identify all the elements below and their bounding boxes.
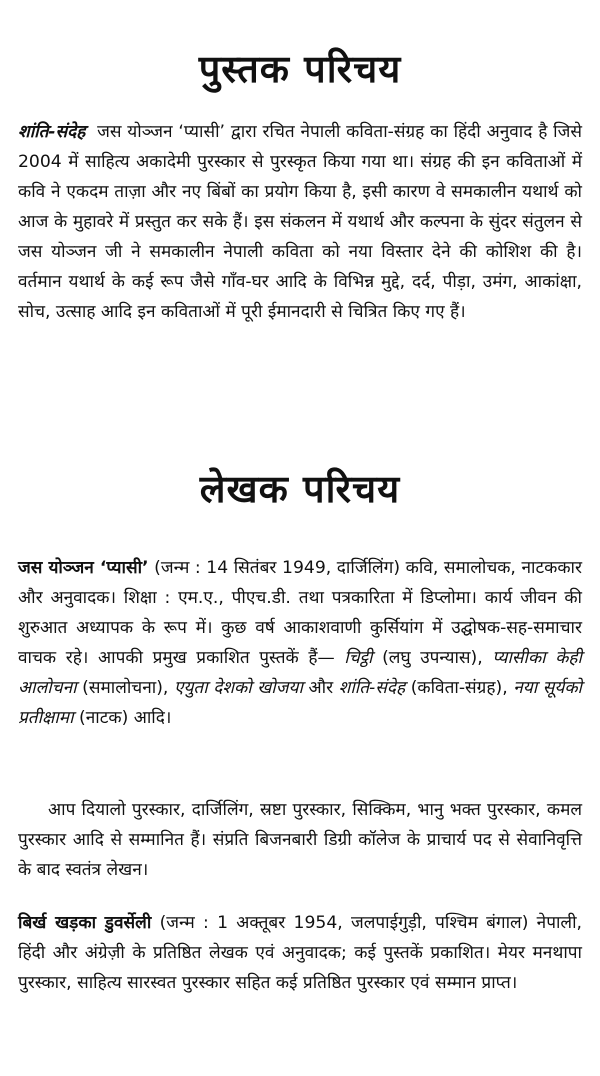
author1-book2: प्यासीका केही आलोचना xyxy=(18,648,582,698)
book-intro-paragraph xyxy=(18,117,582,327)
book-intro-text: जस योञ्जन ‘प्यासी’ द्वारा रचित नेपाली कविता-संग्रह का हिंदी अनुवाद है जिसे 2004 में साहित्य अकादेमी पुरस्कार से पुरस्कृत किया गया था। संग्रह की इन कविताओं में कवि ने एकदम ताज़ा और नए बिंबों का प्रयोग किया है, इसी कारण वे समकालीन यथार्थ को आज के मुहावरे में प्रस्तुत कर सके हैं। इस संकलन में यथार्थ और कल्पना के सुंदर संतुलन से जस योञ्जन जी ने समकालीन नेपाली कविता को नया विस्तार देने की कोशिश की है। वर्तमान यथार्थ के कई रूप जैसे गाँव-घर आदि के विभिन्न मुद्दे, दर्द, पीड़ा, उमंग, आकांक्षा, सोच, उत्साह आदि इन कविताओं में पूरी ईमानदारी से चित्रित किए गए हैं। xyxy=(18,122,582,322)
book-title: शांति-संदेह xyxy=(18,122,86,142)
author2-paragraph xyxy=(18,908,582,998)
author1-book3: एयुता देशको खोजया xyxy=(173,678,303,698)
author1-book1: चिट्ठी xyxy=(344,648,373,668)
author1-paragraph xyxy=(18,553,582,733)
author1-book5-note: (नाटक) आदि। xyxy=(73,708,172,728)
author1-book1-note: (लघु उपन्यास), xyxy=(372,648,493,668)
book-intro-heading: पुस्तक परिचय xyxy=(198,47,402,91)
author1-book5: नया सूर्यको प्रतीक्षामा xyxy=(18,678,582,728)
author1-conj: और xyxy=(302,678,339,698)
author1-book4-note: (कविता-संग्रह), xyxy=(405,678,514,698)
author2-name: बिर्ख खड़का डुवर्सेली xyxy=(18,913,152,933)
author-intro-heading: लेखक परिचय xyxy=(199,467,401,511)
author1-book2-note: (समालोचना), xyxy=(76,678,174,698)
author1-awards-paragraph: आप दियालो पुरस्कार, दार्जिलिंग, स्रष्टा पुरस्कार, सिक्किम, भानु भक्त पुरस्कार, कमल पुरस्कार आदि से सम्मानित हैं। संप्रति बिजनबारी डिग्री कॉलेज के प्राचार्य पद से सेवानिवृत्ति के बाद स्वतंत्र लेखन। xyxy=(18,800,582,880)
author2-bio: (जन्म : 1 अक्तूबर 1954, जलपाईगुड़ी, पश्चिम बंगाल) नेपाली, हिंदी और अंग्रेज़ी के प्रतिष्ठित लेखक एवं अनुवादक; कई पुस्तकें प्रकाशित। मेयर मनथापा पुरस्कार, साहित्य सारस्वत पुरस्कार सहित कई प्रतिष्ठित पुरस्कार एवं सम्मान प्राप्त। xyxy=(18,913,582,993)
author1-name: जस योञ्जन ‘प्यासी’ xyxy=(18,558,149,578)
author1-bio-part1: (जन्म : 14 सितंबर 1949, दार्जिलिंग) कवि, समालोचक, नाटककार और अनुवादक। शिक्षा : एम.ए., पीएच.डी. तथा पत्रकारिता में डिप्लोमा। कार्य जीवन की शुरुआत अध्यापक के रूप में। कुछ वर्ष आकाशवाणी कुर्सियांग में उद्घोषक-सह-समाचार वाचक रहे। आपकी प्रमुख प्रकाशित पुस्तकें हैं— xyxy=(18,558,582,668)
author1-book4: शांति-संदेह xyxy=(338,678,406,698)
